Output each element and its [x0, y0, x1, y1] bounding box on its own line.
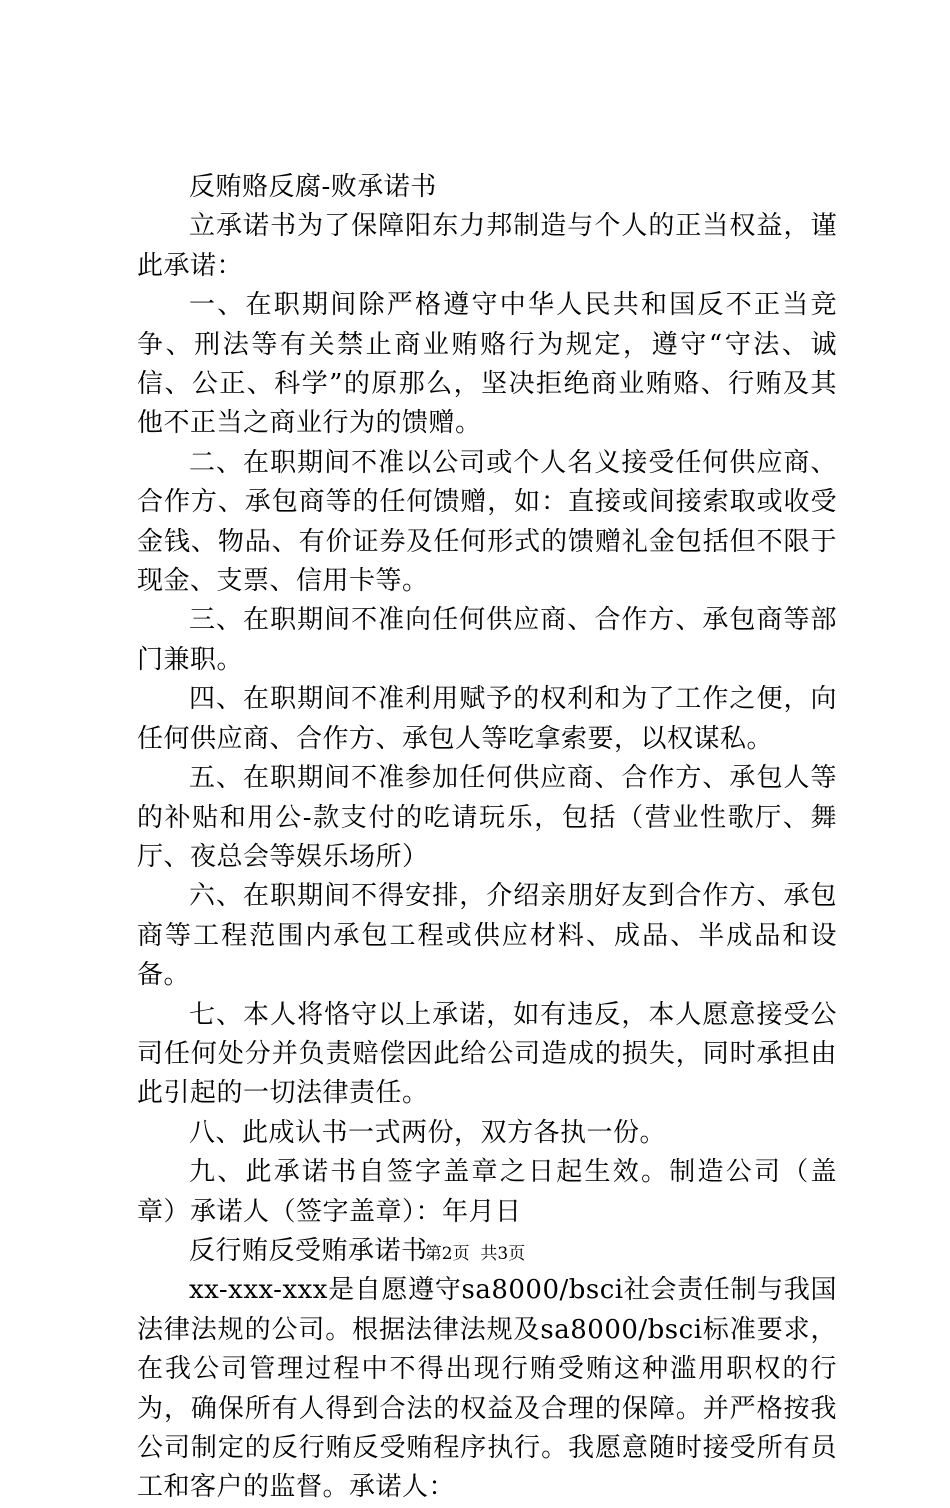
page-footer	[0, 1243, 950, 1265]
paragraph-item-7: 七、本人将恪守以上承诺，如有违反，本人愿意接受公司任何处分并负责赔偿因此给公司造成的损失，同时承担由此引起的一切法律责任。	[137, 999, 837, 1109]
title-anti-bribery-commitment: 反贿赂反腐-败承诺书	[189, 172, 437, 202]
paragraph-item-6: 六、在职期间不得安排，介绍亲朋好友到合作方、承包商等工程范围内承包工程或供应材料、成品、半成品和设备。	[137, 881, 837, 991]
paragraph-item-2: 二、在职期间不准以公司或个人名义接受任何供应商、合作方、承包商等的任何馈赠，如：直接或间接索取或收受金钱、物品、有价证券及任何形式的馈赠礼金包括但不限于现金、支票、信用卡等。	[137, 447, 837, 597]
paragraph-item-4: 四、在职期间不准利用赋予的权利和为了工作之便，向任何供应商、合作方、承包人等吃拿索要，以权谋私。	[137, 684, 837, 754]
paragraph-item-1: 一、在职期间除严格遵守中华人民共和国反不正当竞争、刑法等有关禁止商业贿赂行为规定，遵守“守法、诚信、公正、科学”的原那么，坚决拒绝商业贿赂、行贿及其他不正当之商业行为的馈赠。	[137, 290, 837, 439]
paragraph-item-8: 八、此成认书一式两份，双方各执一份。	[189, 1117, 667, 1148]
paragraph-intro: 立承诺书为了保障阳东力邦制造与个人的正当权益，谨此承诺：	[137, 211, 837, 281]
paragraph-item-3: 三、在职期间不准向任何供应商、合作方、承包商等部门兼职。	[137, 605, 837, 675]
paragraph-item-9: 九、此承诺书自签字盖章之日起生效。制造公司（盖章）承诺人（签字盖章）：年月日	[137, 1157, 837, 1227]
paragraph-pledge-body: xx-xxx-xxx是自愿遵守sa8000/bsci社会责任制与我国法律法规的公司。根据法律法规及sa8000/bsci标准要求，在我公司管理过程中不得出现行贿受贿这种滥用职权的行为，确保所有人得到合法的权益及合理的保障。并严格按我公司制定的反行贿反受贿程序执行。我愿意随时接受所有员工和客户的监督。承诺人：	[137, 1275, 837, 1503]
page-number: 第2页 共3页	[424, 1244, 526, 1264]
paragraph-item-5: 五、在职期间不准参加任何供应商、合作方、承包人等的补贴和用公-款支付的吃请玩乐，包括（营业性歌厅、舞厅、夜总会等娱乐场所）	[137, 763, 837, 872]
title-anti-bribery-pledge: 反行贿反受贿承诺书	[189, 1235, 428, 1266]
document-body	[137, 168, 837, 1508]
